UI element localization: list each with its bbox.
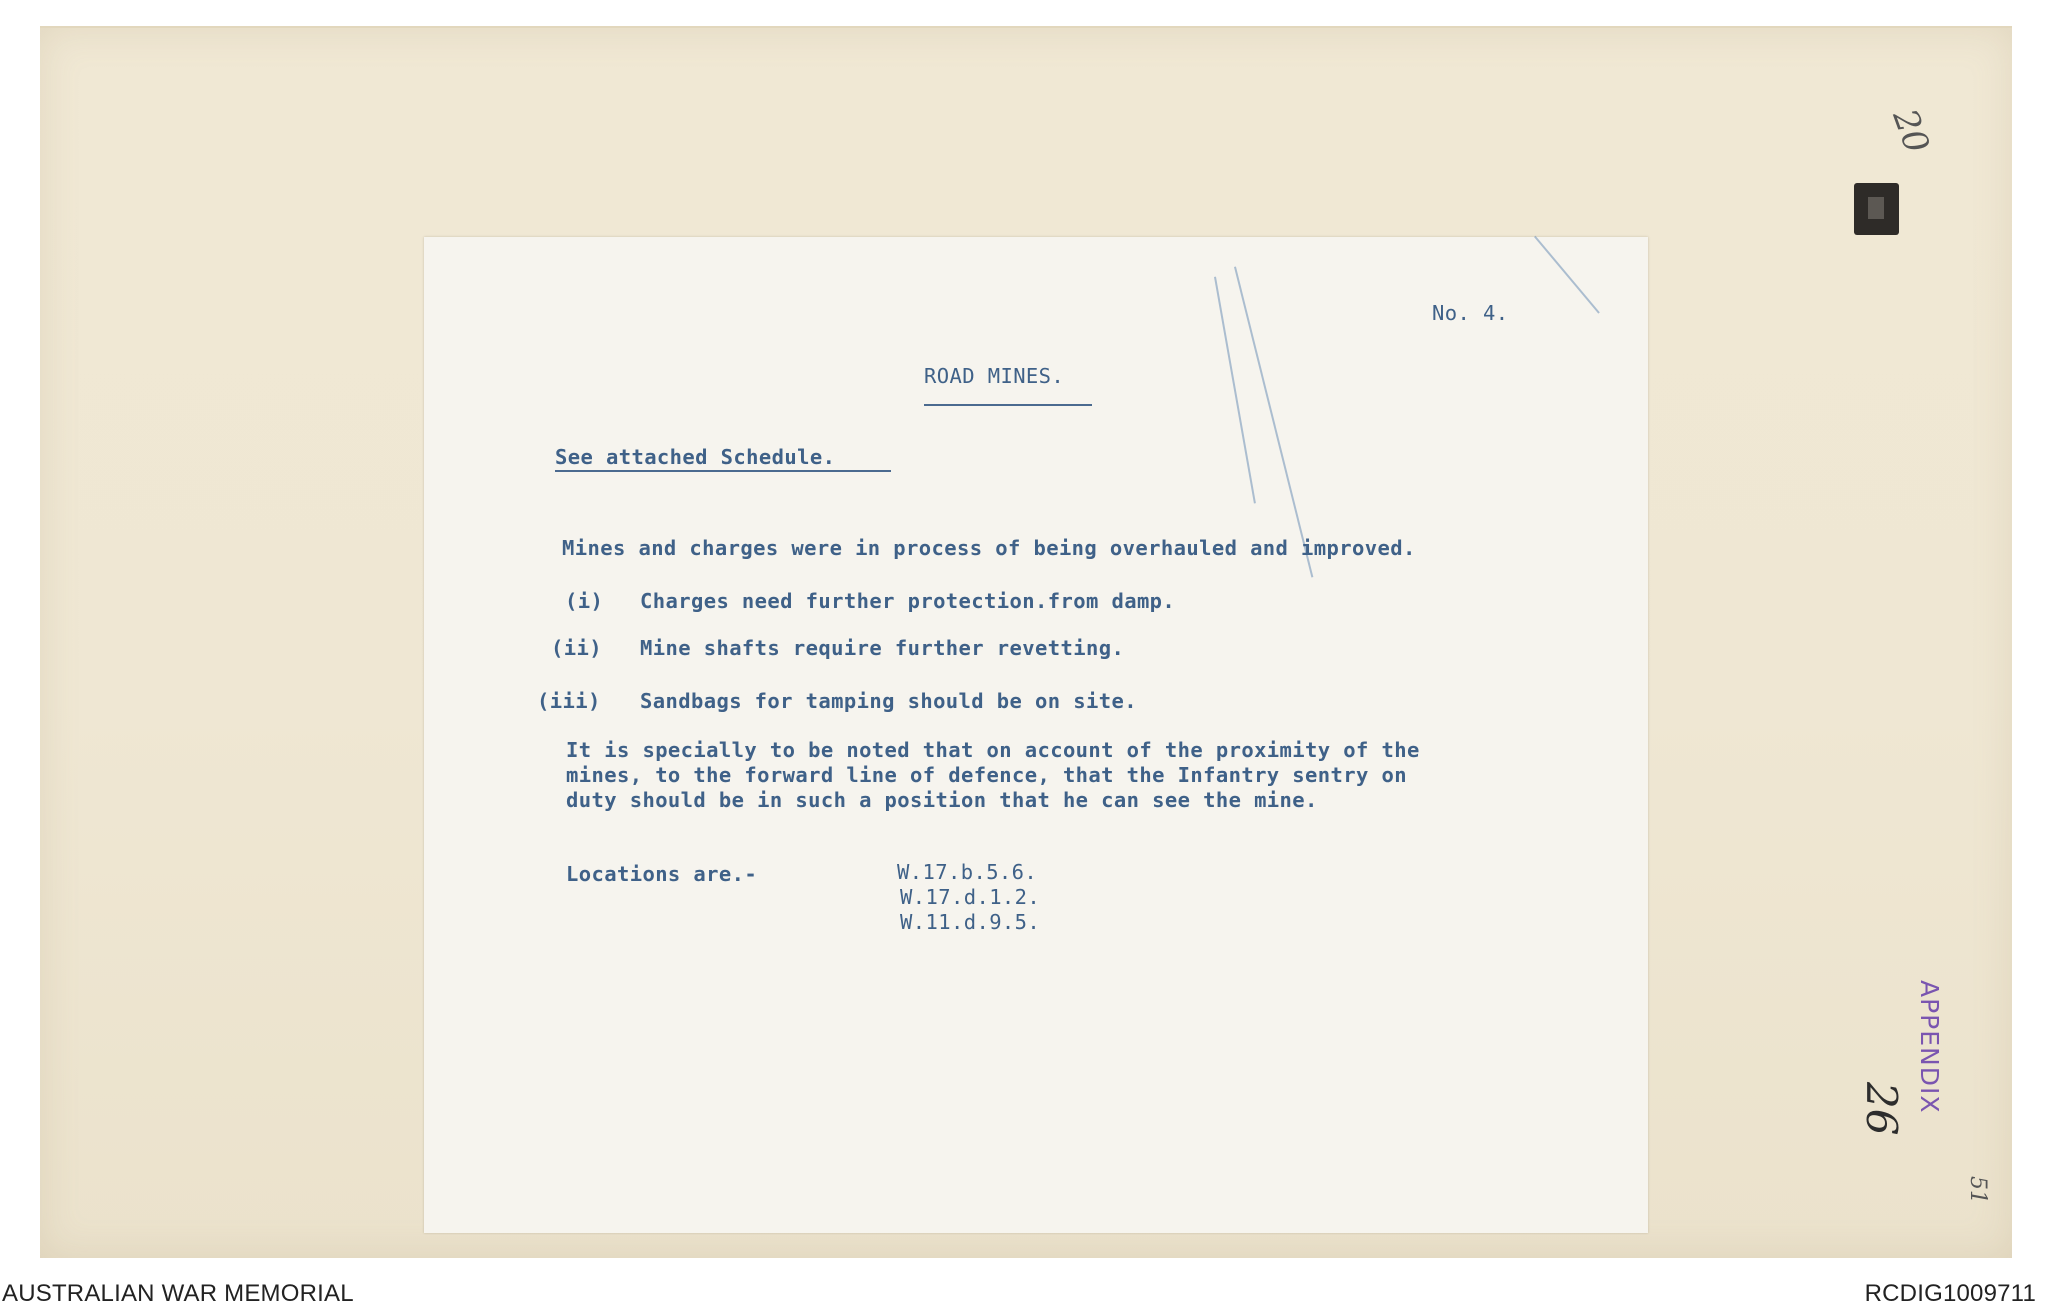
pencil-stroke [1534,236,1600,314]
point-text: Sandbags for tamping should be on site. [640,689,1137,713]
point-number: (i) [565,589,604,613]
title-underline [924,404,1092,406]
pencil-stroke [1214,277,1256,504]
locations-label: Locations are.- [566,862,758,886]
location-item: W.17.d.1.2. [900,885,1041,909]
appendix-number: 26 [1857,1082,1906,1136]
note-line: mines, to the forward line of defence, that the Infantry sentry on [566,763,1407,787]
footer-institution: AUSTRALIAN WAR MEMORIAL [2,1280,354,1307]
reference-underline [555,470,891,472]
tab-mark [1868,197,1884,219]
intro-line: Mines and charges were in process of being overhauled and improved. [562,536,1416,560]
appendix-stamp: APPENDIX [1915,980,1944,1114]
black-tab-marker [1854,183,1899,235]
side-number: 51 [1965,1176,1990,1204]
corner-number: 20 [1884,104,1937,159]
page-number: No. 4. [1432,301,1509,325]
point-text: Mine shafts require further revetting. [640,636,1125,660]
schedule-reference: See attached Schedule. [555,445,836,469]
point-number: (iii) [537,689,601,713]
location-item: W.11.d.9.5. [900,910,1041,934]
pencil-stroke [1234,267,1313,578]
footer-record-id: RCDIG1009711 [1864,1280,2036,1307]
point-text: Charges need further protection.from damp. [640,589,1176,613]
note-line: It is specially to be noted that on account of the proximity of the [566,738,1420,762]
location-item: W.17.b.5.6. [897,860,1038,884]
point-number: (ii) [551,636,602,660]
note-line: duty should be in such a position that he can see the mine. [566,788,1318,812]
document-title: ROAD MINES. [924,364,1065,388]
